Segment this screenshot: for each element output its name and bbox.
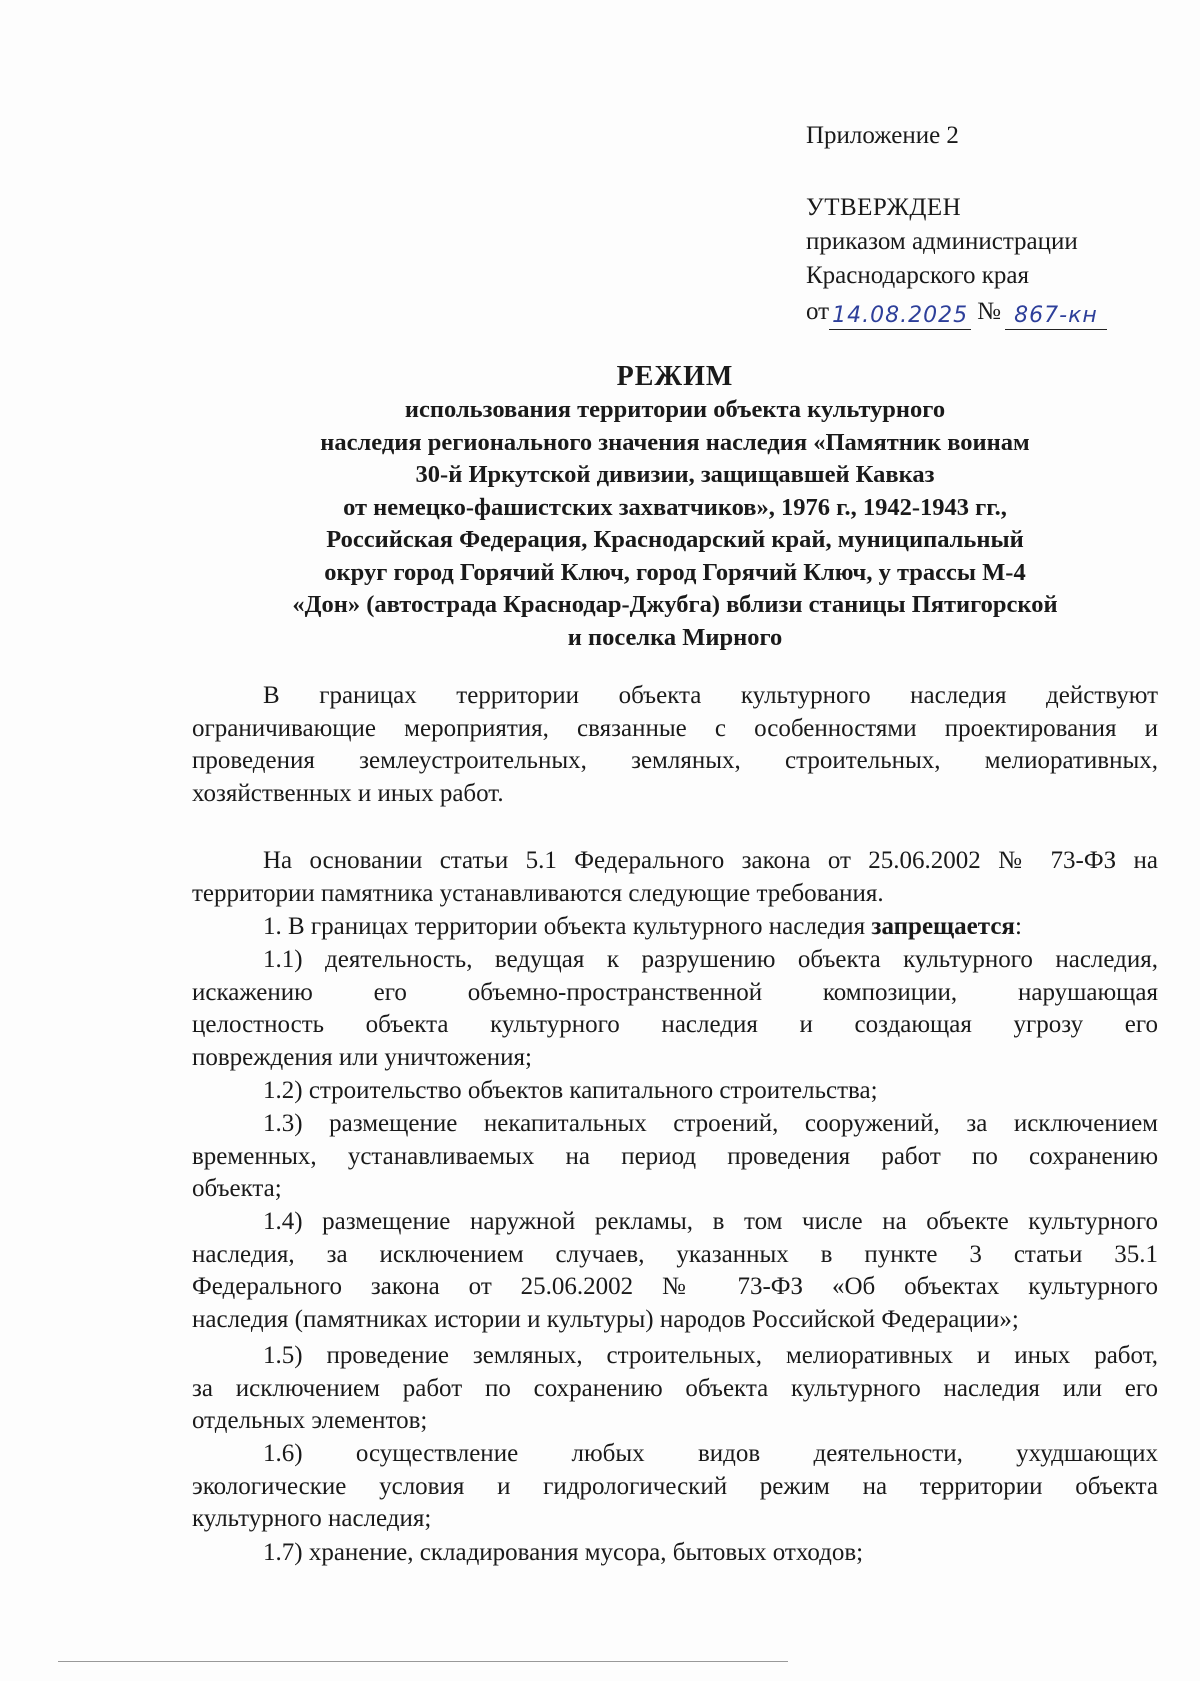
text-line: за исключением работ по сохранению объекта культурного наследия или его — [192, 1374, 1158, 1402]
approved-by-line-2: Краснодарского края — [806, 262, 1029, 289]
text-line: проведения землеустроительных, земляных, строительных, мелиоративных, — [192, 747, 1158, 775]
text-line: На основании статьи 5.1 Федерального закона от 25.06.2002 № 73-ФЗ на — [263, 847, 1158, 874]
approved-by-line-1: приказом администрации — [806, 228, 1078, 255]
text-line: 1.4) размещение наружной рекламы, в том числе на объекте культурного — [263, 1208, 1158, 1235]
title-line: 30-й Иркутской дивизии, защищавшей Кавказ — [415, 461, 935, 488]
text-line: В границах территории объекта культурного наследия действуют — [263, 682, 1158, 709]
item1-bold: запрещается — [871, 913, 1015, 940]
number-field — [1005, 299, 1107, 330]
document-title — [200, 360, 1150, 654]
text-line: 1.7) хранение, складирования мусора, бытовых отходов; — [263, 1539, 864, 1566]
text-line: хозяйственных и иных работ. — [192, 780, 504, 808]
item-1-3 — [192, 1108, 1158, 1206]
text-line: наследия, за исключением случаев, указанных в пункте 3 статьи 35.1 — [192, 1240, 1158, 1268]
handwritten-number: 867-кн — [1014, 303, 1098, 328]
item-1-heading — [192, 911, 1158, 944]
title-line: округ город Горячий Ключ, город Горячий Ключ, у трассы М-4 — [324, 558, 1026, 586]
text-line: временных, устанавливаемых на период проведения работ по сохранению — [192, 1142, 1158, 1170]
item-1-7 — [192, 1537, 1158, 1570]
text-line: территории памятника устанавливаются следующие требования. — [192, 879, 884, 907]
item-1-2 — [192, 1075, 1158, 1108]
item-1-5 — [192, 1340, 1158, 1438]
text-line: ограничивающие мероприятия, связанные с особенностями проектирования и — [192, 714, 1158, 742]
intro-paragraph — [192, 680, 1158, 811]
text-line: экологические условия и гидрологический режим на территории объекта — [192, 1472, 1158, 1500]
text-line: культурного наследия; — [192, 1505, 432, 1533]
appendix-label: Приложение 2 — [806, 122, 959, 149]
date-number-line — [806, 294, 1107, 330]
text-line: отдельных элементов; — [192, 1407, 428, 1435]
handwritten-date: 14.08.2025 — [832, 303, 969, 328]
approved-label: УТВЕРЖДЕН — [806, 194, 962, 221]
title-line: использования территории объекта культурного — [404, 396, 946, 423]
text-line: 1.3) размещение некапитальных строений, сооружений, за исключением — [263, 1110, 1158, 1137]
text-line: объекта; — [192, 1175, 282, 1203]
item-1-4 — [192, 1206, 1158, 1337]
text-line: 1.6) осуществление любых видов деятельности, ухудшающих — [263, 1440, 1158, 1467]
item1-tail: : — [1014, 913, 1022, 940]
item-1-6 — [192, 1438, 1158, 1536]
text-line: 1.5) проведение земляных, строительных, мелиоративных и иных работ, — [263, 1342, 1158, 1369]
title-main: РЕЖИМ — [616, 361, 734, 392]
title-line: Российская Федерация, Краснодарский край, муниципальный — [326, 526, 1024, 553]
text-line: наследия (памятниках истории и культуры) народов Российской Федерации»; — [192, 1306, 1019, 1334]
title-line: «Дон» (автострада Краснодар-Джубга) вблизи станицы Пятигорской — [292, 591, 1058, 618]
text-line: Федерального закона от 25.06.2002 № 73-ФЗ «Об объектах культурного — [192, 1273, 1158, 1301]
item-1-1 — [192, 944, 1158, 1075]
text-line: повреждения или уничтожения; — [192, 1044, 532, 1072]
item1-text: 1. В границах территории объекта культурного наследия — [263, 913, 872, 940]
title-line: и поселка Мирного — [567, 623, 783, 651]
number-sign: № — [977, 298, 1001, 325]
title-line: наследия регионального значения наследия «Памятник воинам — [320, 428, 1030, 456]
text-line: 1.1) деятельность, ведущая к разрушению объекта культурного наследия, — [263, 946, 1158, 973]
date-field — [829, 299, 971, 330]
basis-paragraph — [192, 845, 1158, 910]
text-line: целостность объекта культурного наследия и создающая угрозу его — [192, 1011, 1158, 1039]
text-line — [192, 911, 1158, 944]
date-prefix: от — [806, 298, 830, 325]
text-line: искажению его объемно-пространственной композиции, нарушающая — [192, 978, 1158, 1006]
scan-edge-line — [58, 1661, 788, 1662]
text-line: 1.2) строительство объектов капитального строительства; — [263, 1077, 878, 1104]
title-line: от немецко-фашистских захватчиков», 1976 г., 1942-1943 гг., — [343, 493, 1007, 521]
